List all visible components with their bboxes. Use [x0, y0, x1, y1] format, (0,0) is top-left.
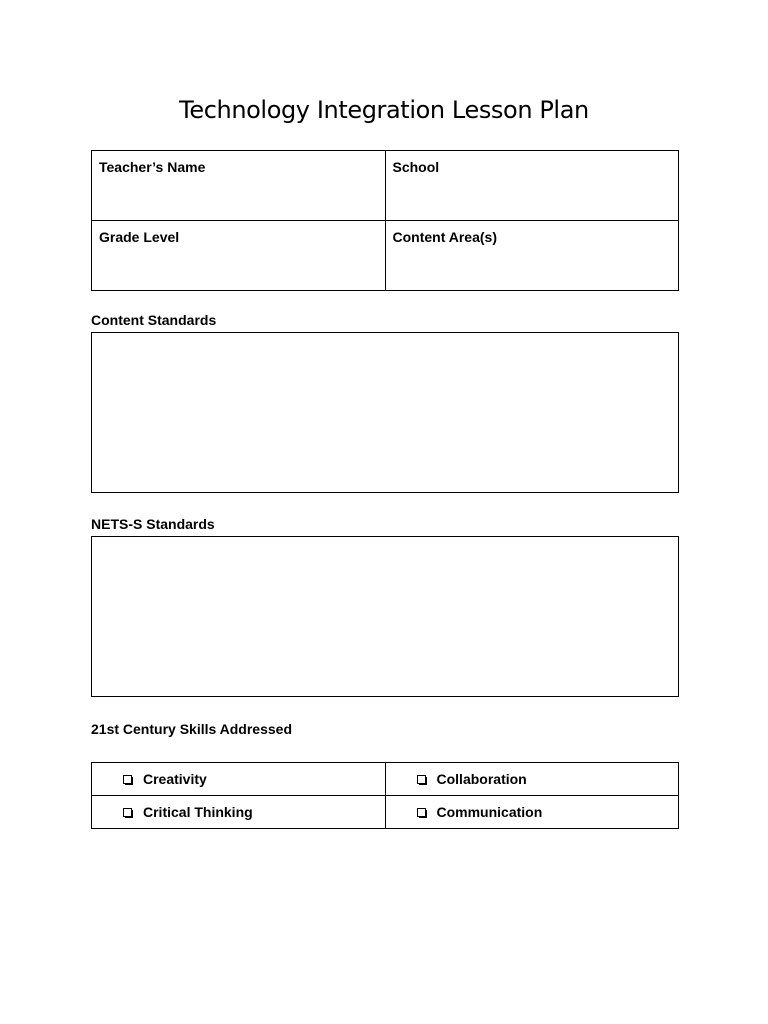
- skill-item: [386, 771, 679, 788]
- teacher-name-cell[interactable]: [92, 151, 386, 221]
- skill-label: Communication: [436, 803, 543, 820]
- checkbox-icon[interactable]: [123, 808, 132, 817]
- skill-cell-creativity[interactable]: [92, 763, 386, 796]
- info-row: [92, 151, 679, 221]
- grade-level-label: Grade Level: [99, 229, 180, 245]
- skill-item: [92, 771, 385, 788]
- page-title: Technology Integration Lesson Plan: [179, 96, 589, 124]
- content-standards-box[interactable]: [91, 332, 679, 493]
- skills-table: [91, 762, 679, 829]
- skill-item: [386, 804, 679, 821]
- school-label: School: [392, 159, 440, 175]
- skill-label: Critical Thinking: [143, 803, 253, 820]
- checkbox-icon[interactable]: [417, 808, 426, 817]
- nets-standards-label: NETS-S Standards: [91, 516, 215, 532]
- skill-item: [92, 804, 385, 821]
- skill-cell-communication[interactable]: [385, 796, 679, 829]
- info-row: [92, 221, 679, 291]
- skills-row: [92, 763, 679, 796]
- grade-level-cell[interactable]: [92, 221, 386, 291]
- checkbox-icon[interactable]: [417, 775, 426, 784]
- school-cell[interactable]: [385, 151, 679, 221]
- content-areas-cell[interactable]: [385, 221, 679, 291]
- skill-cell-critical-thinking[interactable]: [92, 796, 386, 829]
- skills-label: 21st Century Skills Addressed: [91, 721, 293, 737]
- skill-cell-collaboration[interactable]: [385, 763, 679, 796]
- skill-label: Collaboration: [436, 770, 527, 787]
- teacher-name-label: Teacher’s Name: [99, 159, 206, 175]
- nets-standards-box[interactable]: [91, 536, 679, 697]
- content-areas-label: Content Area(s): [392, 229, 497, 245]
- skills-row: [92, 796, 679, 829]
- info-table: [91, 150, 679, 291]
- skill-label: Creativity: [143, 770, 207, 787]
- checkbox-icon[interactable]: [123, 775, 132, 784]
- content-standards-label: Content Standards: [91, 312, 217, 328]
